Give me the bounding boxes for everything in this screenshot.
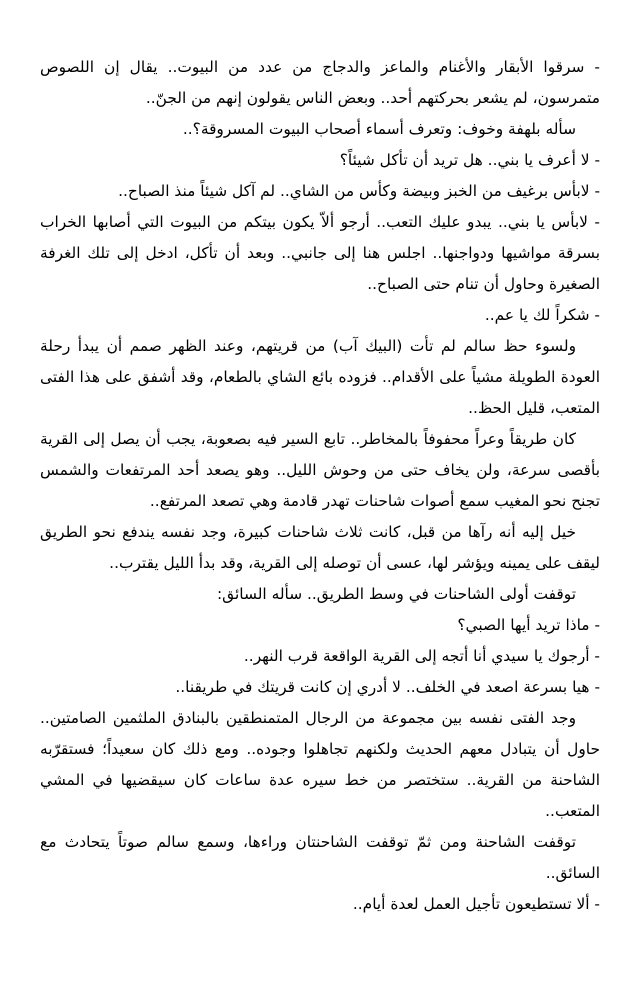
paragraph: - لابأس برغيف من الخبز وبيضة وكأس من الشاي.. لم آكل شيئاً منذ الصباح.. xyxy=(118,182,600,200)
paragraph: - شكراً لك يا عم.. xyxy=(484,306,600,324)
paragraph: - لابأس يا بني.. يبدو عليك التعب.. أرجو ألاّ يكون بيتكم من البيوت التي أصابها الخراب بسرقة مواشيها ودواجنها.. اجلس هنا إلى جانبي.. وبعد أن تأكل، ادخل إلى تلك الغرفة الصغيرة وحاول أن تنام حتى الصباح.. xyxy=(40,213,600,293)
paragraph: وجد الفتى نفسه بين مجموعة من الرجال المتمنطقين بالبنادق الملثمين الصامتين.. حاول أن يتبادل معهم الحديث ولكنهم تجاهلوا وجوده.. ومع ذلك كان سعيداً؛ فستقرّبه الشاحنة من القرية.. ستختصر من خط سيره عدة ساعات كان سيقضيها في المشي المتعب.. xyxy=(40,709,600,820)
paragraph: - أرجوك يا سيدي أنا أتجه إلى القرية الواقعة قرب النهر.. xyxy=(243,647,600,665)
paragraph: - ألا تستطيعون تأجيل العمل لعدة أيام.. xyxy=(352,895,600,913)
paragraph: كان طريقاً وعراً محفوفاً بالمخاطر.. تابع السير فيه بصعوبة، يجب أن يصل إلى القرية بأقصى سرعة، ولن يخاف حتى من وحوش الليل.. وهو يصعد أحد المرتفعات والشمس تجنح نحو المغيب سمع أصوات شاحنات تهدر قادمة وهي تصعد المرتفع.. xyxy=(40,430,600,510)
paragraph: خيل إليه أنه رآها من قبل، كانت ثلاث شاحنات كبيرة، وجد نفسه يندفع نحو الطريق ليقف على يمينه ويؤشر لها، عسى أن توصله إلى القرية، وقد بدأ الليل يقترب.. xyxy=(40,523,600,572)
paragraph: - ماذا تريد أيها الصبي؟ xyxy=(457,616,600,634)
paragraph: توقفت أولى الشاحنات في وسط الطريق.. سأله السائق: xyxy=(216,585,576,603)
paragraph: توقفت الشاحنة ومن ثمّ توقفت الشاحنتان وراءها، وسمع سالم صوتاً يتحادث مع السائق.. xyxy=(40,833,600,882)
paragraph: - لا أعرف يا بني.. هل تريد أن تأكل شيئاً؟ xyxy=(339,151,600,169)
paragraph: ولسوء حظ سالم لم تأت (البيك آب) من قريتهم، وعند الظهر صمم أن يبدأ رحلة العودة الطويلة مشياً على الأقدام.. فزوده بائع الشاي بالطعام، وقد أشفق على هذا الفتى المتعب، قليل الحظ.. xyxy=(40,337,600,417)
paragraph: سأله بلهفة وخوف: وتعرف أسماء أصحاب البيوت المسروقة؟.. xyxy=(182,120,576,138)
paragraph: - هيا بسرعة اصعد في الخلف.. لا أدري إن كانت قريتك في طريقنا.. xyxy=(175,678,600,696)
paragraph: - سرقوا الأبقار والأغنام والماعز والدجاج من عدد من البيوت.. يقال إن اللصوص متمرسون، لم يشعر بحركتهم أحد.. وبعض الناس يقولون إنهم من الجنّ.. xyxy=(40,58,600,107)
story-text xyxy=(40,52,600,920)
